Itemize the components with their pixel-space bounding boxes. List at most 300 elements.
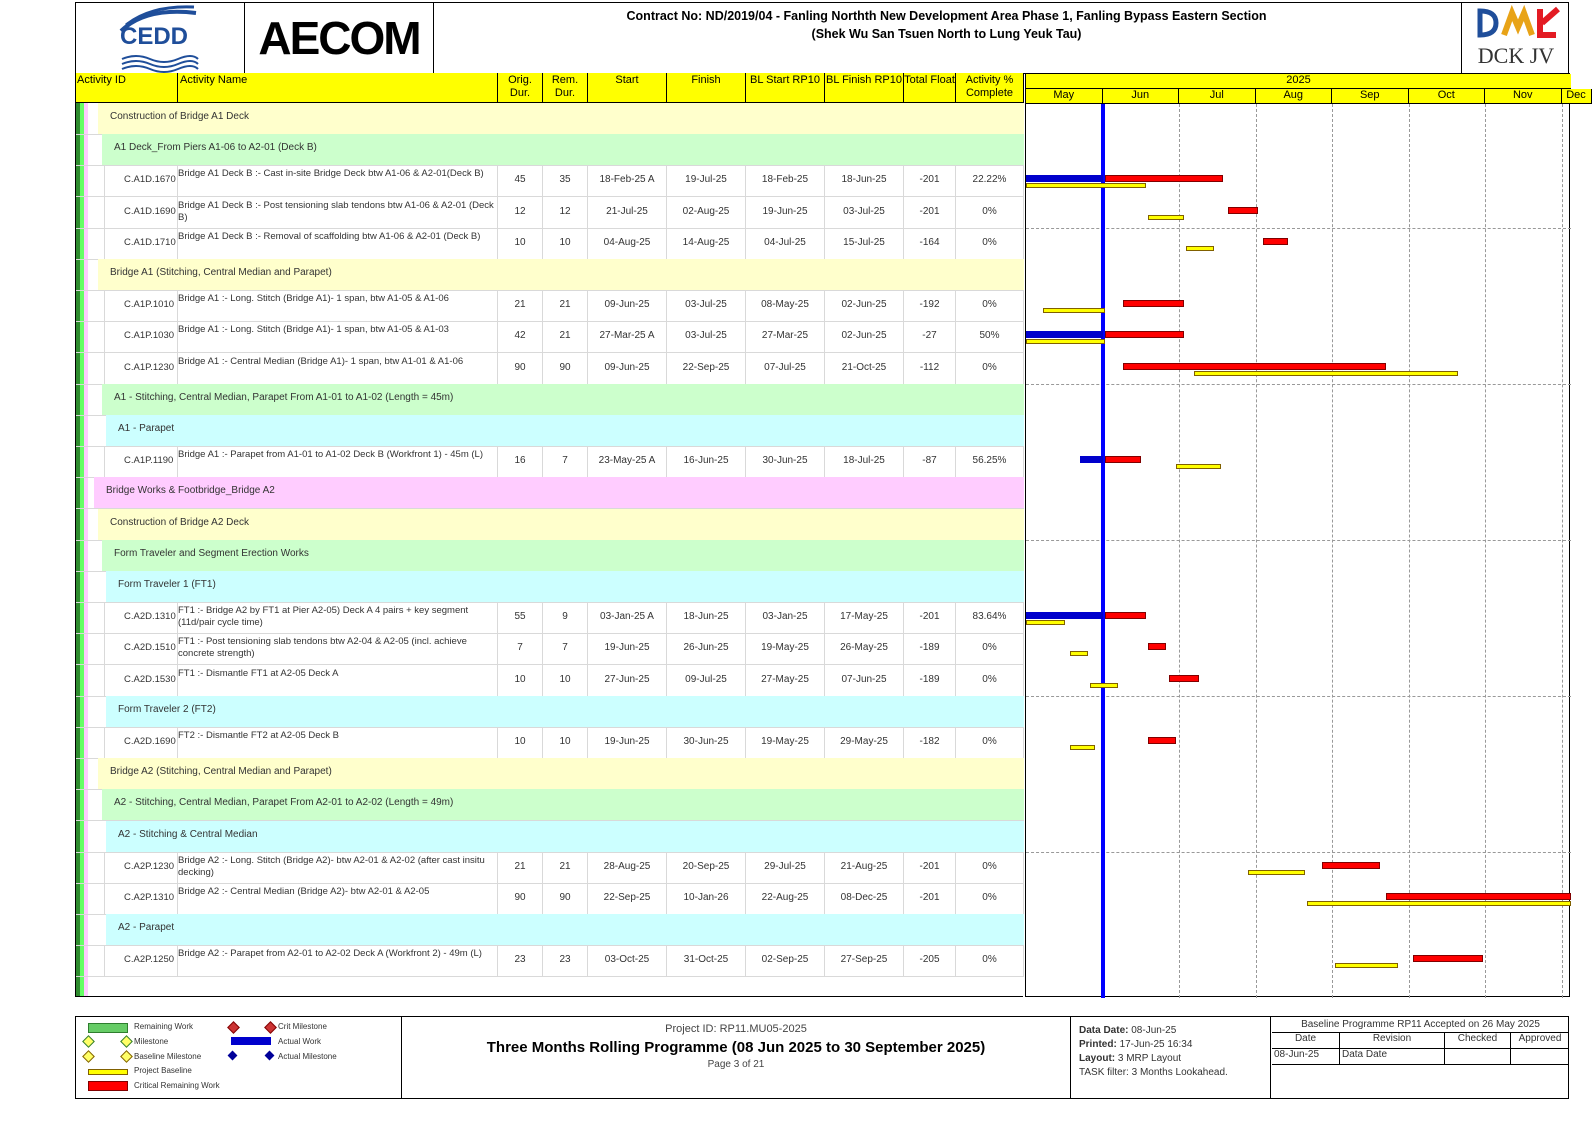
group-row-band [106,415,1024,446]
col-finish[interactable]: Finish [667,73,746,103]
table-row[interactable] [76,945,1024,977]
activity-id: C.A1P.1030 [124,321,178,352]
month-gridline [1562,104,1563,998]
table-row[interactable] [76,727,1024,759]
critical-remaining-bar[interactable] [1148,643,1166,650]
revision-row [1272,1049,1569,1065]
programme-title: Three Months Rolling Programme (08 Jun 2025 to 30 September 2025) [486,1039,986,1056]
bl-start-date: 27-May-25 [746,665,825,696]
critical-remaining-bar[interactable] [1228,207,1258,214]
actual-milestone-icon-2 [265,1051,275,1061]
pct-complete: 50% [956,321,1024,352]
bl-finish-date: 15-Jul-25 [825,228,904,259]
total-float: -112 [904,353,956,384]
group-label: A1 Deck_From Piers A1-06 to A2-01 (Deck B) [114,142,317,154]
cedd-logo [76,3,245,73]
legend-critical-swatch [88,1081,128,1091]
table-row[interactable] [76,446,1024,478]
orig-dur: 55 [498,602,543,633]
start-date: 28-Aug-25 [588,852,667,883]
start-date: 18-Feb-25 A [588,165,667,196]
total-float: -201 [904,883,956,914]
group-label: Bridge A2 (Stitching, Central Median and Parapet) [110,766,332,778]
activity-name: Bridge A1 Deck B :- Cast in-site Bridge Deck btw A1-06 & A2-01(Deck B) [176,165,498,196]
legend-remaining-swatch [88,1023,128,1033]
group-row[interactable] [76,509,1024,541]
activity-name: Bridge A1 Deck B :- Post tensioning slab tendons btw A1-06 & A2-01 (Deck B) [176,197,498,228]
activity-name: Bridge A1 :- Long. Stitch (Bridge A1)- 1 span, btw A1-05 & A1-06 [176,290,498,321]
total-float: -189 [904,665,956,696]
month-label: Nov [1485,89,1562,104]
orig-dur: 21 [498,852,543,883]
baseline-milestone-icon-2 [120,1050,133,1063]
baseline-bar[interactable] [1026,620,1065,625]
layout-label: Layout: [1079,1053,1116,1064]
pct-complete: 22.22% [956,165,1024,196]
finish-date: 30-Jun-25 [667,727,746,758]
row-gridline [1026,384,1571,385]
bl-finish-date: 27-Sep-25 [825,945,904,976]
jv-logo-text: DCK JV [1477,43,1555,68]
data-date: 08-Jun-25 [1131,1025,1177,1036]
revision-block [1272,1017,1569,1098]
activity-row-frame [104,446,105,477]
pct-complete: 0% [956,633,1024,664]
table-row[interactable] [76,883,1024,915]
bl-finish-date: 18-Jul-25 [825,446,904,477]
critical-remaining-bar[interactable] [1123,300,1184,307]
activity-row-frame [104,353,105,384]
orig-dur: 42 [498,321,543,352]
rem-dur: 12 [543,197,588,228]
legend-baseline-swatch [88,1069,128,1075]
orig-dur: 10 [498,727,543,758]
col-rem-dur[interactable]: Rem. Dur. [543,73,588,103]
pct-complete: 0% [956,197,1024,228]
baseline-bar[interactable] [1176,464,1221,469]
aecom-logo [245,3,434,73]
pct-complete: 0% [956,727,1024,758]
contract-title [434,3,1459,73]
start-date: 22-Sep-25 [588,883,667,914]
activity-id: C.A2D.1690 [124,727,178,758]
critical-remaining-bar[interactable] [1169,675,1199,682]
bl-start-date: 02-Sep-25 [746,945,825,976]
bl-finish-date: 17-May-25 [825,602,904,633]
pct-complete: 0% [956,290,1024,321]
rem-dur: 21 [543,290,588,321]
legend-critical-label: Critical Remaining Work [134,1081,220,1090]
activity-id: C.A1P.1230 [124,353,178,384]
start-date: 19-Jun-25 [588,727,667,758]
aecom-logo-text: AECOM [258,12,420,64]
table-row[interactable] [76,353,1024,385]
start-date: 23-May-25 A [588,446,667,477]
table-row[interactable] [76,852,1024,884]
table-row[interactable] [76,228,1024,260]
critical-remaining-bar[interactable] [1123,363,1386,370]
legend-actual-label: Actual Work [278,1037,321,1046]
month-label: Jul [1179,89,1256,104]
legend-crit-milestone-label: Crit Milestone [278,1022,327,1031]
total-float: -192 [904,290,956,321]
milestone-icon-2 [120,1035,133,1048]
table-row[interactable] [76,602,1024,634]
bl-start-date: 29-Jul-25 [746,852,825,883]
finish-date: 09-Jul-25 [667,665,746,696]
start-date: 27-Jun-25 [588,665,667,696]
group-label: Form Traveler and Segment Erection Works [114,547,309,559]
total-float: -182 [904,727,956,758]
month-label: Jun [1103,89,1180,104]
activity-id: C.A1D.1670 [124,165,178,196]
activity-table [75,73,1023,997]
data-date-line [1101,104,1105,998]
row-gridline [1026,228,1571,229]
start-date: 04-Aug-25 [588,228,667,259]
bl-finish-date: 21-Aug-25 [825,852,904,883]
bl-finish-date: 08-Dec-25 [825,883,904,914]
legend-actual-swatch [231,1037,271,1045]
footer-dates [1071,1017,1271,1098]
month-gridline [1179,104,1180,998]
baseline-note: Baseline Programme RP11 Accepted on 26 May 2025 [1272,1017,1569,1033]
rev-header-revision: Revision [1340,1033,1445,1048]
page-number: Page 3 of 21 [707,1059,765,1070]
bl-start-date: 18-Feb-25 [746,165,825,196]
critical-remaining-bar[interactable] [1148,737,1176,744]
group-label: Construction of Bridge A2 Deck [110,516,249,528]
rev-approved [1511,1049,1569,1064]
rev-date: 08-Jun-25 [1272,1049,1340,1064]
orig-dur: 21 [498,290,543,321]
activity-name: FT2 :- Dismantle FT2 at A2-05 Deck B [176,727,498,758]
group-row[interactable] [76,103,1024,135]
activity-id: C.A2P.1230 [124,852,178,883]
group-label: A1 - Parapet [118,423,175,434]
dck-logo-icon [1462,3,1570,43]
data-date-label: Data Date: [1079,1025,1129,1036]
revision-header-row [1272,1033,1569,1049]
orig-dur: 7 [498,633,543,664]
row-gridline [1026,852,1571,853]
month-label: Aug [1256,89,1333,104]
bl-start-date: 04-Jul-25 [746,228,825,259]
group-row-band [106,914,1024,945]
bl-start-date: 08-May-25 [746,290,825,321]
finish-date: 16-Jun-25 [667,446,746,477]
col-bl-start[interactable]: BL Start RP10 [746,73,825,103]
activity-id: C.A2P.1310 [124,883,178,914]
group-label: Bridge A1 (Stitching, Central Median and Parapet) [110,267,332,278]
baseline-bar[interactable] [1186,246,1213,251]
bl-start-date: 19-Jun-25 [746,197,825,228]
start-date: 21-Jul-25 [588,197,667,228]
finish-date: 26-Jun-25 [667,633,746,664]
group-row[interactable] [76,821,1024,853]
bl-finish-date: 07-Jun-25 [825,665,904,696]
activity-name: Bridge A2 :- Long. Stitch (Bridge A2)- btw A2-01 & A2-02 (after cast insitu decking) [176,852,498,883]
pct-complete: 0% [956,353,1024,384]
dck-jv-logo [1461,3,1570,73]
col-start[interactable]: Start [588,73,667,103]
printed-label: Printed: [1079,1039,1117,1050]
baseline-bar[interactable] [1026,339,1105,344]
total-float: -201 [904,852,956,883]
rem-dur: 90 [543,883,588,914]
orig-dur: 12 [498,197,543,228]
task-filter: TASK filter: 3 Months Lookahead. [1079,1067,1228,1078]
row-gridline [1026,540,1571,541]
total-float: -201 [904,165,956,196]
legend-milestone-label: Milestone [134,1037,169,1046]
activity-row-frame [104,165,105,196]
activity-row-frame [104,727,105,758]
activity-row-frame [104,633,105,664]
month-label: Oct [1409,89,1486,104]
table-row[interactable] [76,665,1024,697]
group-label: Form Traveler 1 (FT1) [118,579,216,590]
table-row[interactable] [76,197,1024,229]
total-float: -189 [904,633,956,664]
rev-header-approved: Approved [1518,1033,1562,1044]
pct-complete: 0% [956,883,1024,914]
activity-row-frame [104,321,105,352]
orig-dur: 90 [498,883,543,914]
group-row[interactable] [76,384,1024,416]
pct-complete: 0% [956,228,1024,259]
pct-complete: 0% [956,852,1024,883]
critical-remaining-bar[interactable] [1322,862,1380,869]
actual-work-bar[interactable] [1026,612,1103,619]
activity-name: FT1 :- Dismantle FT1 at A2-05 Deck A [176,665,498,696]
start-date: 09-Jun-25 [588,290,667,321]
finish-date: 18-Jun-25 [667,602,746,633]
orig-dur: 16 [498,446,543,477]
rem-dur: 7 [543,633,588,664]
group-row[interactable] [76,477,1024,509]
activity-id: C.A1D.1710 [124,228,178,259]
group-row[interactable] [76,571,1024,603]
finish-date: 19-Jul-25 [667,165,746,196]
activity-row-frame [104,852,105,883]
group-row-band [106,571,1024,602]
milestone-icon [82,1035,95,1048]
month-gridline [1409,104,1410,998]
finish-date: 22-Sep-25 [667,353,746,384]
project-id: Project ID: RP11.MU05-2025 [665,1023,807,1035]
bl-finish-date: 02-Jun-25 [825,290,904,321]
layout-name: 3 MRP Layout [1117,1053,1182,1064]
total-float: -201 [904,197,956,228]
activity-row-frame [104,602,105,633]
crit-milestone-icon-2 [264,1021,277,1034]
table-row[interactable] [76,633,1024,665]
rev-revision: Data Date [1340,1049,1445,1064]
bl-start-date: 27-Mar-25 [746,321,825,352]
bl-start-date: 19-May-25 [746,727,825,758]
activity-name: Bridge A2 :- Central Median (Bridge A2)- btw A2-01 & A2-05 [176,883,498,914]
activity-id: C.A2D.1510 [124,633,178,664]
legend-remaining-label: Remaining Work [134,1022,193,1031]
baseline-bar[interactable] [1090,683,1118,688]
col-orig-dur[interactable]: Orig. Dur. [498,73,543,103]
group-row[interactable] [76,540,1024,572]
group-label: A2 - Stitching & Central Median [118,828,258,840]
activity-row-frame [104,197,105,228]
bl-finish-date: 29-May-25 [825,727,904,758]
crit-milestone-icon [227,1021,240,1034]
activity-row-frame [104,883,105,914]
group-label: A2 - Stitching, Central Median, Parapet From A2-01 to A2-02 (Length = 49m) [114,797,454,809]
contract-line-1: Contract No: ND/2019/04 - Fanling Northth New Development Area Phase 1, Fanling Bypass Eastern Section [626,9,1267,23]
pct-complete: 0% [956,945,1024,976]
activity-name: Bridge A1 :- Parapet from A1-01 to A1-02 Deck B (Workfront 1) - 45m (L) [176,446,498,477]
group-row[interactable] [76,696,1024,728]
bl-start-date: 03-Jan-25 [746,602,825,633]
group-label: Form Traveler 2 (FT2) [118,703,216,715]
baseline-bar[interactable] [1070,651,1087,656]
month-label: Sep [1332,89,1409,104]
table-row[interactable] [76,321,1024,353]
col-bl-finish[interactable]: BL Finish RP10 [825,73,904,103]
activity-name: Bridge A2 :- Parapet from A2-01 to A2-02 Deck A (Workfront 2) - 49m (L) [176,945,498,976]
activity-id: C.A2D.1310 [124,602,178,633]
rev-header-checked: Checked [1445,1033,1511,1048]
baseline-bar[interactable] [1194,371,1458,376]
rem-dur: 23 [543,945,588,976]
rem-dur: 10 [543,665,588,696]
activity-name: Bridge A1 :- Long. Stitch (Bridge A1)- 1 span, btw A1-05 & A1-03 [176,321,498,352]
col-total-float[interactable]: Total Float [904,73,956,103]
table-row[interactable] [76,290,1024,322]
legend-baseline-milestone-label: Baseline Milestone [134,1052,202,1061]
activity-row-frame [104,290,105,321]
legend [76,1017,402,1098]
cedd-logo-text: CEDD [120,23,189,50]
pct-complete: 56.25% [956,446,1024,477]
activity-id: C.A2P.1250 [124,945,178,976]
rem-dur: 10 [543,727,588,758]
orig-dur: 23 [498,945,543,976]
legend-actual-milestone-label: Actual Milestone [278,1052,337,1061]
actual-work-bar[interactable] [1026,175,1103,182]
activity-name: Bridge A1 :- Central Median (Bridge A1)- 1 span, btw A1-01 & A1-06 [176,353,498,384]
activity-id: C.A2D.1530 [124,665,178,696]
baseline-bar[interactable] [1043,308,1105,313]
activity-id: C.A1P.1010 [124,290,178,321]
rem-dur: 21 [543,852,588,883]
start-date: 03-Jan-25 A [588,602,667,633]
start-date: 19-Jun-25 [588,633,667,664]
pct-complete: 0% [956,665,1024,696]
baseline-bar[interactable] [1148,215,1184,220]
total-float: -164 [904,228,956,259]
activity-id: C.A1D.1690 [124,197,178,228]
table-row[interactable] [76,165,1024,197]
group-row[interactable] [76,415,1024,447]
critical-remaining-bar[interactable] [1105,175,1223,182]
group-row[interactable] [76,758,1024,790]
orig-dur: 10 [498,665,543,696]
bl-finish-date: 03-Jul-25 [825,197,904,228]
month-gridline [1485,104,1486,998]
month-label: May [1026,89,1103,104]
group-row[interactable] [76,914,1024,946]
critical-remaining-bar[interactable] [1263,238,1288,245]
pct-complete: 83.64% [956,602,1024,633]
col-pct-complete[interactable]: Activity % Complete [956,73,1024,103]
activity-row-frame [104,665,105,696]
baseline-bar[interactable] [1248,870,1305,875]
col-activity-id[interactable]: Activity ID [76,73,178,103]
critical-remaining-bar[interactable] [1413,955,1482,962]
baseline-bar[interactable] [1307,901,1571,906]
total-float: -201 [904,602,956,633]
finish-date: 02-Aug-25 [667,197,746,228]
critical-remaining-bar[interactable] [1105,331,1184,338]
activity-name: Bridge A1 Deck B :- Removal of scaffolding btw A1-06 & A2-01 (Deck B) [176,228,498,259]
rev-checked [1445,1049,1511,1064]
bl-finish-date: 18-Jun-25 [825,165,904,196]
group-label: A1 - Stitching, Central Median, Parapet From A1-01 to A1-02 (Length = 45m) [114,391,454,403]
finish-date: 03-Jul-25 [667,321,746,352]
rem-dur: 7 [543,446,588,477]
activity-row-frame [104,945,105,976]
month-label: Dec [1562,89,1592,104]
total-float: -87 [904,446,956,477]
baseline-bar[interactable] [1026,183,1146,188]
actual-work-bar[interactable] [1026,331,1103,338]
orig-dur: 90 [498,353,543,384]
timescale-year: 2025 [1026,74,1571,89]
orig-dur: 45 [498,165,543,196]
start-date: 03-Oct-25 [588,945,667,976]
rem-dur: 10 [543,228,588,259]
footer-title-block [402,1017,1071,1098]
critical-remaining-bar[interactable] [1105,612,1146,619]
group-row[interactable] [76,134,1024,166]
legend-baseline-label: Project Baseline [134,1066,192,1075]
col-activity-name[interactable]: Activity Name [178,73,498,103]
group-label: A2 - Parapet [118,922,175,934]
critical-remaining-bar[interactable] [1105,456,1141,463]
critical-remaining-bar[interactable] [1386,893,1571,900]
activity-row-frame [104,228,105,259]
group-row[interactable] [76,789,1024,821]
finish-date: 14-Aug-25 [667,228,746,259]
activity-id: C.A1P.1190 [124,446,178,477]
group-row[interactable] [76,259,1024,291]
bl-finish-date: 26-May-25 [825,633,904,664]
report-footer [75,1016,1569,1099]
rev-header-date: Date [1272,1033,1340,1048]
rem-dur: 35 [543,165,588,196]
row-gridline [1026,696,1571,697]
activity-name: FT1 :- Post tensioning slab tendons btw A2-04 & A2-05 (incl. achieve concrete strength) [176,633,498,664]
baseline-bar[interactable] [1070,745,1095,750]
baseline-bar[interactable] [1335,963,1399,968]
actual-work-bar[interactable] [1080,456,1103,463]
bl-start-date: 19-May-25 [746,633,825,664]
baseline-milestone-icon [82,1050,95,1063]
start-date: 09-Jun-25 [588,353,667,384]
group-label: Construction of Bridge A1 Deck [110,111,249,122]
bl-finish-date: 02-Jun-25 [825,321,904,352]
bl-start-date: 07-Jul-25 [746,353,825,384]
printed-date: 17-Jun-25 16:34 [1119,1039,1193,1050]
finish-date: 31-Oct-25 [667,945,746,976]
